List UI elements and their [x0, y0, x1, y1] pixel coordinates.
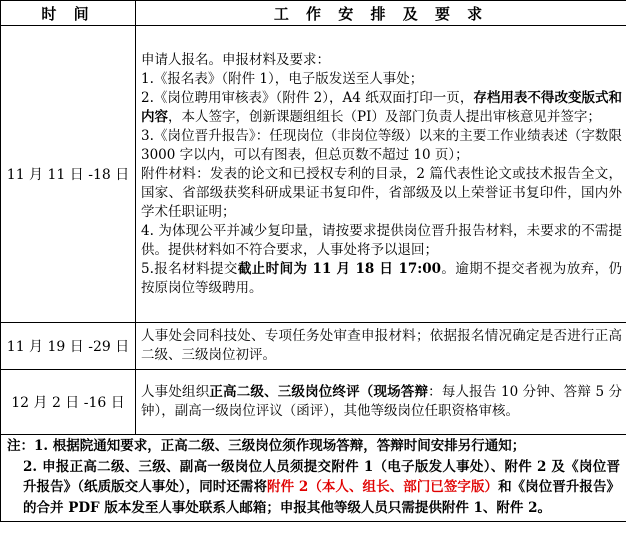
row-date: 11 月 11 日 -18 日 — [1, 26, 136, 323]
row-line-bold: 截止时间为 11 月 18 日 17:00 — [237, 260, 442, 277]
table-row — [1, 370, 626, 435]
row-line: 人事处组织 — [141, 384, 210, 400]
note-line-2-highlight: 附件 2（本人、组长、部门已签字版） — [267, 479, 499, 495]
row-date: 12 月 2 日 -16 日 — [1, 370, 136, 435]
row-content — [136, 323, 626, 370]
row-line: 4. 为体现公平并减少复印量，请按要求提供岗位晋升报告材料，未要求的不需提供。提供材料如不符合要求，人事处将予以退回； — [141, 222, 622, 258]
row-line: 人事处会同科技处、专项任务处审查申报材料；依据报名情况确定是否进行正高二级、三级岗位初评。 — [141, 328, 622, 363]
row-line: 1.《报名表》（附件 1），电子版发送至人事处； — [141, 70, 424, 87]
table-header-row — [1, 1, 626, 26]
row-content — [136, 26, 626, 323]
header-work: 工 作 安 排 及 要 求 — [136, 1, 626, 26]
table-row — [1, 26, 626, 323]
row-line: ：每人报告 10 分钟、答辩 5 分钟），副高一级岗位评议（函评），其他等级岗位任职资格审核。 — [141, 384, 623, 419]
row-line: 附件材料：发表的论文和已授权专利的目录，2 篇代表性论文或技术报告全文，国家、省部级获奖科研成果证书复印件，省部级及以上荣誉证书复印件，国内外学术任职证明； — [141, 165, 622, 220]
header-time: 时 间 — [1, 1, 136, 26]
row-line-bold: 正高二级、三级岗位终评（现场答辩 — [209, 384, 429, 400]
note-row — [1, 435, 626, 522]
row-line: 5.报名材料提交 — [141, 260, 238, 277]
note-line-2: 2. 申报正高二级、三级、副高一级岗位人员须提交附件 1（电子版发人事处）、附件 2 及《岗位晋升报告》（纸质版交人事处），同时还需将 — [23, 458, 620, 495]
note-line-2-end: 和《岗位晋升报告》的合并 PDF 版本发至人事处联系人邮箱；申报其他等级人员只需提供附件 1、附件 2。 — [23, 479, 621, 516]
row-line: 2.《岗位聘用审核表》（附件 2），A4 纸双面打印一页， — [141, 89, 474, 106]
row-content — [136, 370, 626, 435]
row-line: 申请人报名。申报材料及要求： — [141, 51, 330, 68]
row-date: 11 月 19 日 -29 日 — [1, 323, 136, 370]
table-row — [1, 323, 626, 370]
row-line: ，本人签字，创新课题组组长（PI）及部门负责人提出审核意见并签字； — [168, 108, 601, 125]
note-line-1: 注：1. 根据院通知要求，正高二级、三级岗位须作现场答辩，答辩时间安排另行通知； — [7, 438, 526, 454]
note-cell — [1, 435, 626, 522]
row-line: 。逾期不提交者视为放弃，仍按原岗位等级聘用。 — [141, 260, 622, 296]
row-line-bold: 存档用表不得改变版式和内容 — [141, 89, 623, 125]
row-line: 3.《岗位晋升报告》：任现岗位（非岗位等级）以来的主要工作业绩表述（字数限 3000 字以内，可以有图表，但总页数不超过 10 页）； — [141, 127, 622, 163]
